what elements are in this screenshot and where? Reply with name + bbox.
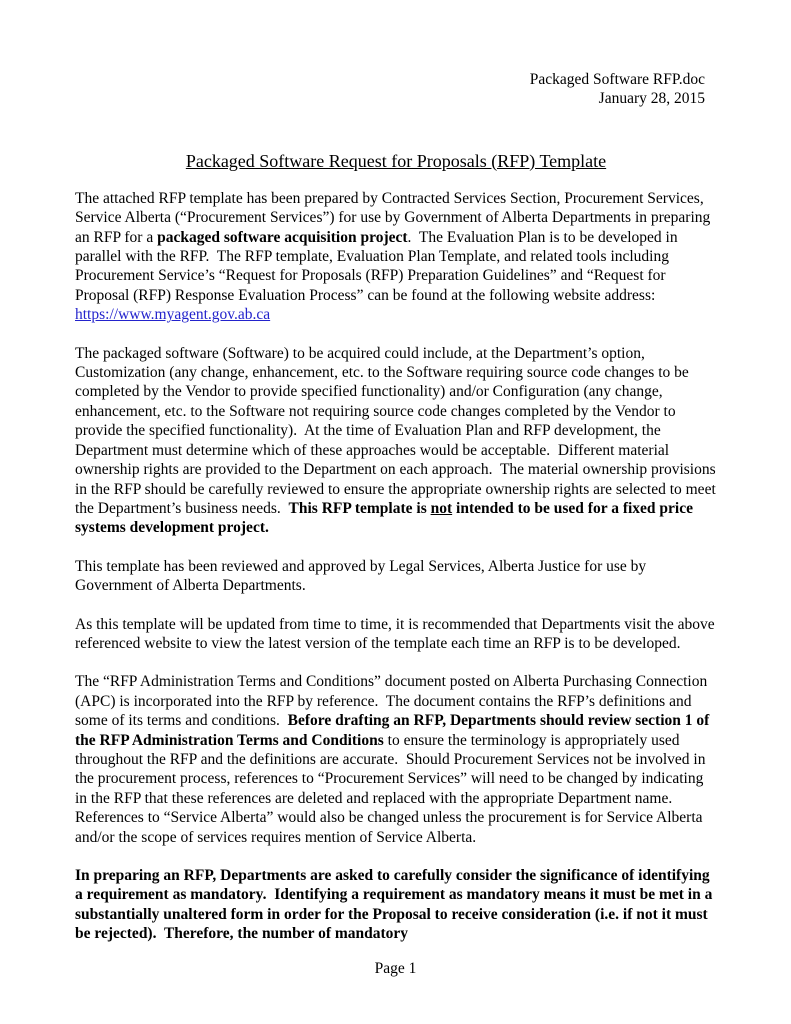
paragraph-software-scope-bold-lead: This RFP template is (288, 499, 431, 517)
paragraph-software-scope-bold-underline-not: not (430, 499, 453, 517)
paragraph-intro (75, 189, 717, 325)
paragraph-mandatory-requirements (75, 866, 717, 944)
paragraph-software-scope-bold-tail: intended to be used for a fixed price systems development project. (75, 499, 697, 537)
paragraph-admin-terms-bold-phrase: Before drafting an RFP, Departments should review section 1 of the RFP Administration Terms and Conditions (75, 712, 714, 749)
paragraph-template-updates-text: As this template will be updated from time to time, it is recommended that Departments visit the above referenced website to view the latest version of the template each time an RFP is to be developed. (75, 615, 719, 652)
document-title-text: Packaged Software Request for Proposals (RFP) Template (185, 150, 607, 171)
page-number: Page 1 (374, 959, 417, 977)
paragraph-mandatory-requirements-bold-text: In preparing an RFP, Departments are asked to carefully consider the significance of identifying a requirement as mandatory. Identifying a requirement as mandatory means it must be met in a substantially unaltered form in order for the Proposal to receive consideration (i.e. if not it must be rejected). Therefore, the number of mandatory (75, 867, 717, 943)
paragraph-software-scope-text: The packaged software (Software) to be acquired could include, at the Department’s option, Customization (any change, enhancement, etc. to the Software requiring source code changes to be completed by the Vendor to provide specified functionality) and/or Configuration (any change, enhancement, etc. to the Software not requiring source code changes completed by the Vendor to provide the specified functionality). At the time of Evaluation Plan and RFP development, the Department must determine which of these approaches would be acceptable. Different material ownership rights are provided to the Department on each approach. The material ownership provisions in the RFP should be carefully reviewed to ensure the appropriate ownership rights are selected to meet the Department’s business needs. (75, 344, 720, 517)
page-footer (0, 959, 791, 978)
paragraph-software-scope (75, 344, 720, 538)
document-title (75, 150, 717, 172)
document-header (75, 70, 705, 109)
paragraph-intro-bold-phrase: packaged software acquisition project (157, 228, 408, 246)
paragraph-template-updates (75, 615, 717, 654)
paragraph-legal-approval (75, 557, 717, 596)
header-filename: Packaged Software RFP.doc (529, 71, 705, 88)
paragraph-intro-text-cont: . The Evaluation Plan is to be developed in parallel with the RFP. The RFP template, Evaluation Plan Template, and related tools including Procurement Service’s “Request for Proposals (RFP) Preparation Guidelines” and “Request for Proposal (RFP) Response Evaluation Process” can be found at the following website address: (75, 228, 682, 304)
paragraph-intro-text: The attached RFP template has been prepared by Contracted Services Section, Procurement Services, Service Alberta (“Procurement Services”) for use by Government of Alberta Departments in preparing an RFP for a (75, 189, 715, 246)
paragraph-admin-terms-text: The “RFP Administration Terms and Conditions” document posted on Alberta Purchasing Connection (APC) is incorporated into the RFP by reference. The document contains the RFP’s definitions and some of its terms and conditions. (75, 673, 712, 730)
paragraph-admin-terms (75, 672, 717, 847)
paragraph-legal-approval-text: This template has been reviewed and approved by Legal Services, Alberta Justice for use by Government of Alberta Departments. (75, 557, 651, 595)
paragraph-admin-terms-text-cont: to ensure the terminology is appropriately used throughout the RFP and the definitions are accurate. Should Procurement Services not be involved in the procurement process, references to “Procurement Services” will need to be changed by indicating in the RFP that these references are deleted and replaced with the appropriate Department name. References to “Service Alberta” would also be changed unless the procurement is for Service Alberta and/or the scope of services requires mention of Service Alberta. (75, 731, 710, 846)
website-link[interactable]: https://www.myagent.gov.ab.ca (75, 306, 271, 324)
header-date: January 28, 2015 (598, 90, 705, 108)
